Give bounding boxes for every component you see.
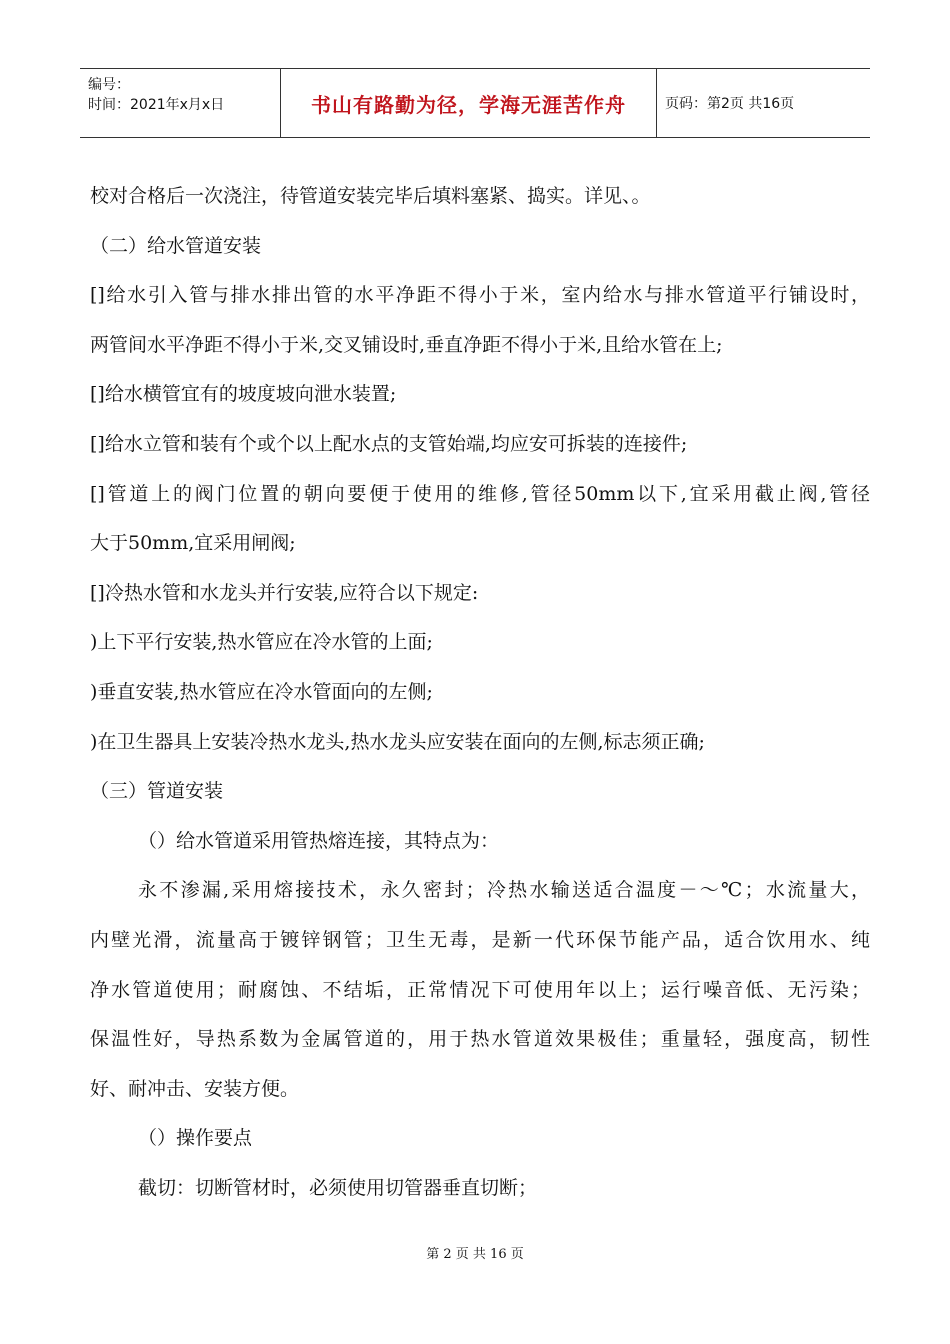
- body-line: 两管间水平净距不得小于米,交叉铺设时,垂直净距不得小于米,且给水管在上;: [90, 333, 723, 356]
- body-line: )在卫生器具上安装冷热水龙头,热水龙头应安装在面向的左侧,标志须正确;: [90, 730, 705, 753]
- page-header: [80, 68, 870, 138]
- header-meta: [80, 69, 281, 137]
- header-page-info: 页码：第2页 共16页: [665, 96, 795, 112]
- body-line: []管道上的阀门位置的朝向要便于使用的维修,管径50mm以下,宜采用截止阀,管径: [90, 482, 870, 505]
- body-line: 净水管道使用；耐腐蚀、不结垢，正常情况下可使用年以上；运行噪音低、无污染；: [90, 978, 870, 1001]
- body-line: 内壁光滑，流量高于镀锌钢管；卫生无毒，是新一代环保节能产品，适合饮用水、纯: [90, 928, 870, 951]
- section-heading: （二）给水管道安装: [90, 234, 262, 257]
- body-line: []给水横管宜有的坡度坡向泄水装置;: [90, 383, 397, 406]
- sub-heading: （）给水管道采用管热熔连接，其特点为：: [138, 829, 500, 852]
- page-footer: 第 2 页 共 16 页: [426, 1247, 524, 1262]
- body-line: []冷热水管和水龙头并行安装,应符合以下规定:: [90, 581, 479, 604]
- body-line: []给水立管和装有个或个以上配水点的支管始端,均应安可拆装的连接件;: [90, 432, 688, 455]
- body-line: 截切：切断管材时，必须使用切管器垂直切断；: [138, 1176, 538, 1199]
- body-line: 好、耐冲击、安装方便。: [90, 1077, 300, 1100]
- header-motto: 书山有路勤为径，学海无涯苦作舟: [281, 69, 657, 137]
- document-date: 时间：2021年x月x日: [88, 97, 225, 113]
- body-line: )垂直安装,热水管应在冷水管面向的左侧;: [90, 680, 433, 703]
- body-line: []给水引入管与排水排出管的水平净距不得小于米，室内给水与排水管道平行铺设时，: [90, 284, 870, 307]
- body-line: 永不渗漏,采用熔接技术，永久密封；冷热水输送适合温度－～℃；水流量大，: [138, 879, 870, 902]
- sub-heading: （）操作要点: [138, 1127, 253, 1150]
- body-line: 校对合格后一次浇注，待管道安装完毕后填料塞紧、捣实。详见、。: [90, 185, 651, 207]
- section-heading: （三）管道安装: [90, 780, 224, 803]
- document-number-label: 编号：: [88, 77, 130, 93]
- body-line: )上下平行安装,热水管应在冷水管的上面;: [90, 631, 433, 654]
- body-line: 大于50mm,宜采用闸阀;: [90, 532, 296, 555]
- body-line: 保温性好，导热系数为金属管道的，用于热水管道效果极佳；重量轻，强度高，韧性: [90, 1028, 870, 1051]
- document-body: [90, 172, 870, 1213]
